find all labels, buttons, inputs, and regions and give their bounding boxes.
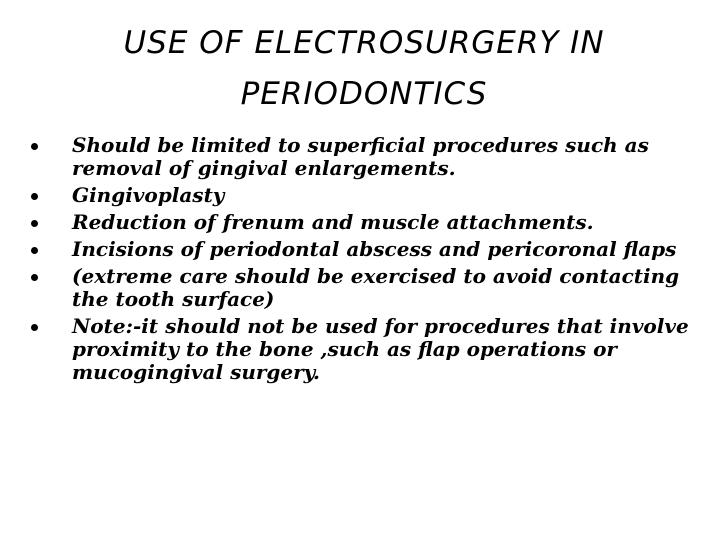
bullet-text: Gingivoplasty	[72, 183, 225, 207]
bullet-item	[28, 184, 698, 207]
bullet-text: Incisions of periodontal abscess and pericoronal flaps	[72, 237, 677, 261]
bullet-item	[28, 238, 698, 261]
bullet-item	[28, 134, 698, 180]
bullet-text: Should be limited to superficial procedures such as removal of gingival enlargements.	[72, 133, 649, 180]
bullet-text: Reduction of frenum and muscle attachments.	[72, 210, 594, 234]
bullet-dot-icon	[31, 193, 38, 200]
bullet-text: (extreme care should be exercised to avoid contacting the tooth surface)	[72, 264, 680, 311]
bullet-dot-icon	[31, 274, 38, 281]
bullet-dot-icon	[31, 220, 38, 227]
bullet-dot-icon	[31, 143, 38, 150]
bullet-text: Note:-it should not be used for procedures that involve proximity to the bone ,such as flap operations or mucogingival surgery.	[72, 314, 689, 384]
bullet-item	[28, 265, 698, 311]
bullet-dot-icon	[31, 247, 38, 254]
bullet-dot-icon	[31, 324, 38, 331]
bullet-item	[28, 211, 698, 234]
slide-title	[36, 18, 692, 120]
title-line-2: PERIODONTICS	[240, 76, 488, 112]
bullet-list	[28, 134, 698, 388]
title-line-1: USE OF ELECTROSURGERY IN	[123, 25, 605, 61]
bullet-item	[28, 315, 698, 384]
